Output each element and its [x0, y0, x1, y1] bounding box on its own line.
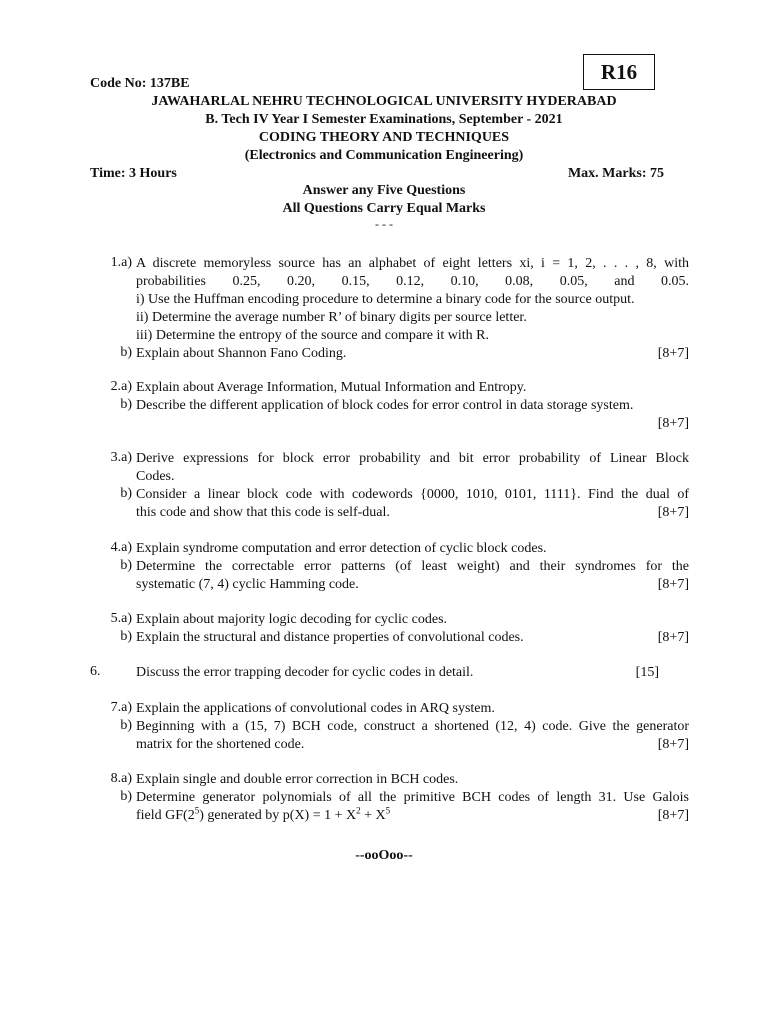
question-subpart-text: Determine generator polynomials of all the primitive BCH codes of length 31. Use Galois — [136, 790, 689, 805]
question-number: 1.a) — [110, 255, 132, 270]
question-text: Explain the applications of convolutional codes in ARQ system. — [136, 701, 495, 716]
header-separator: - - - — [375, 217, 393, 231]
exponent: 5 — [194, 805, 200, 816]
question-number: 3.a) — [110, 450, 132, 465]
question-subpart-text — [136, 736, 689, 754]
question-marks: [8+7] — [657, 737, 689, 752]
question-subpart-text — [136, 504, 689, 522]
question-text: iii) Determine the entropy of the source and compare it with R. — [136, 328, 490, 343]
question-number: 4.a) — [110, 540, 132, 555]
question-text: Explain about majority logic decoding for cyclic codes. — [136, 612, 448, 627]
question-subpart-text: Describe the different application of block codes for error control in data storage system. — [136, 398, 634, 413]
question-number: 2.a) — [110, 379, 132, 394]
end-of-paper-mark: --ooOoo-- — [355, 848, 413, 863]
question-text: i) Use the Huffman encoding procedure to determine a binary code for the source output. — [136, 292, 635, 307]
exponent: 5 — [385, 805, 391, 816]
question-subpart-number: b) — [120, 397, 132, 412]
question-subpart-number: b) — [120, 718, 132, 733]
exam-duration: Time: 3 Hours — [90, 166, 177, 181]
subject-title: CODING THEORY AND TECHNIQUES — [258, 130, 510, 145]
exponent: 2 — [356, 805, 361, 816]
question-subpart-text: Consider a linear block code with codewords {0000, 1010, 0101, 1111}. Find the dual of — [136, 487, 689, 502]
question-text: Explain about Average Information, Mutual Information and Entropy. — [136, 380, 527, 395]
university-name: JAWAHARLAL NEHRU TECHNOLOGICAL UNIVERSITY HYDERABAD — [151, 94, 617, 109]
question-text: Codes. — [136, 469, 175, 484]
question-marks: [8+7] — [657, 346, 689, 361]
question-subpart-text: matrix for the shortened code. — [136, 737, 305, 752]
question-text: Discuss the error trapping decoder for cyclic codes in detail. — [136, 665, 474, 680]
question-subpart-text: Explain about Shannon Fano Coding. — [136, 346, 347, 361]
question-text: Explain single and double error correction in BCH codes. — [136, 772, 459, 787]
question-text: ii) Determine the average number R’ of binary digits per source letter. — [136, 310, 527, 325]
question-subpart-text: Explain the structural and distance properties of convolutional codes. — [136, 630, 524, 645]
question-subpart-text — [136, 807, 689, 825]
question-marks: [8+7] — [657, 630, 689, 645]
max-marks: Max. Marks: 75 — [567, 166, 664, 181]
question-marks: [8+7] — [657, 808, 689, 823]
question-text — [136, 345, 689, 363]
question-number: 6. — [90, 664, 101, 679]
question-subpart-text: systematic (7, 4) cyclic Hamming code. — [136, 577, 359, 592]
question-marks: [15] — [635, 665, 659, 680]
question-subpart-text — [136, 576, 689, 594]
question-text — [136, 664, 689, 682]
question-subpart-number: b) — [120, 629, 132, 644]
question-marks: [8+7] — [657, 505, 689, 520]
question-number: 8.a) — [110, 771, 132, 786]
galois-field-text: field GF(2 — [136, 808, 195, 823]
regulation-code-box: R16 — [583, 54, 655, 90]
question-marks: [8+7] — [657, 577, 689, 592]
question-number: 7.a) — [110, 700, 132, 715]
code-number: Code No: 137BE — [90, 76, 190, 91]
question-subpart-number: b) — [120, 486, 132, 501]
question-subpart-text — [136, 629, 689, 647]
exam-title: B. Tech IV Year I Semester Examinations, September - 2021 — [205, 112, 563, 127]
instruction-answer-five: Answer any Five Questions — [302, 183, 466, 198]
question-text: A discrete memoryless source has an alphabet of eight letters xi, i = 1, 2, . . . , 8, with — [136, 256, 689, 271]
question-marks: [8+7] — [657, 416, 689, 431]
question-subpart-text: Determine the correctable error patterns (of least weight) and their syndromes for the — [136, 559, 689, 574]
polynomial-text: + X — [360, 808, 386, 823]
question-subpart-number: b) — [120, 789, 132, 804]
question-text: Derive expressions for block error probability and bit error probability of Linear Block — [136, 451, 689, 466]
question-subpart-text: Beginning with a (15, 7) BCH code, construct a shortened (12, 4) code. Give the generator — [136, 719, 689, 734]
question-subpart-number: b) — [120, 345, 132, 360]
question-subpart-text: this code and show that this code is self-dual. — [136, 505, 390, 520]
polynomial-text: ) generated by p(X) = 1 + X — [199, 808, 357, 823]
branch-title: (Electronics and Communication Engineering) — [244, 148, 524, 163]
question-text: probabilities 0.25, 0.20, 0.15, 0.12, 0.10, 0.08, 0.05, and 0.05. — [136, 274, 689, 289]
question-number: 5.a) — [110, 611, 132, 626]
question-subpart-number: b) — [120, 558, 132, 573]
question-text: Explain syndrome computation and error detection of cyclic block codes. — [136, 541, 547, 556]
instruction-equal-marks: All Questions Carry Equal Marks — [282, 201, 486, 216]
